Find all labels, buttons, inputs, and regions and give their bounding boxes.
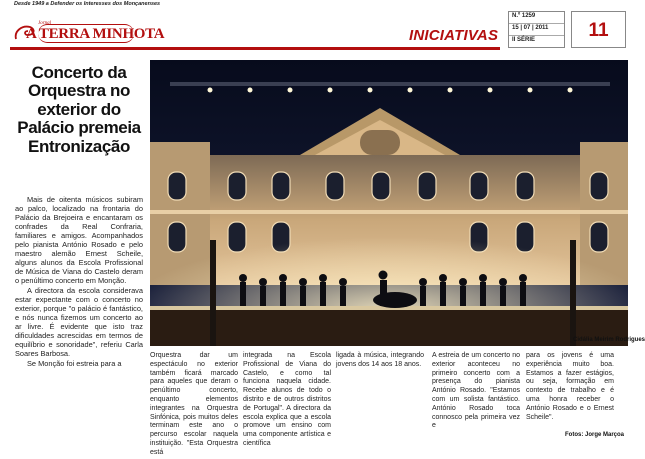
article-paragraph: Se Monção foi estreia para a	[27, 359, 122, 368]
masthead-small-label: Jornal	[38, 21, 52, 26]
article-paragraph: Mais de oitenta músicos subiram ao palco, localizado na frontaria do Palácio da Brejoeira e encantaram os confrades da Real Confraria, familiares e amigos. Acompanhados pelo pianista António Rosado e pelo maestro alemão Ernest Scheile, alguns alunos da Escola Profissional de Música de Viana do Castelo deram o penúltimo concerto em Monção.	[15, 195, 143, 285]
issue-date: 15 | 07 | 2011	[512, 25, 549, 31]
concert-photo	[150, 60, 628, 346]
header-divider	[10, 47, 500, 50]
newspaper-tagline: Desde 1949 a Defender os Interesses dos Monçanenses	[14, 1, 161, 7]
article-left-column	[15, 195, 143, 369]
info-divider	[509, 23, 564, 24]
photo-caption-author: Cidália Meirim Rodrigues	[573, 337, 645, 343]
issue-number: N.º 1259	[512, 13, 536, 19]
issue-series: II SÉRIE	[512, 37, 536, 43]
article-column	[243, 352, 331, 450]
article-column	[336, 352, 424, 371]
info-divider	[509, 35, 564, 36]
article-paragraph: integrada na Escola Profissional de Viana do Castelo, e como tal funciona naquela cidade. Recebe alunos de todo o distrito e de outros distritos de Portugal". A directora da escola explica que a escola promove um ensino com uma componente artística e científica	[243, 352, 331, 447]
article-column	[150, 352, 238, 459]
article-column	[432, 352, 520, 432]
masthead-name: A TERRA MINHOTA	[26, 26, 165, 42]
article-paragraph: Orquestra dar um espectáculo no exterior também ficará marcado para aqueles que deram o penúltimo concerto, enquanto elementos integrantes na Orquestra Sinfónica, pois muitos deles terminam este ano o percurso escolar naquela instituição. "Esta Orquestra está	[150, 352, 238, 456]
article-paragraph: ligada à música, integrando jovens dos 14 aos 18 anos.	[336, 352, 424, 368]
section-title: INICIATIVAS	[409, 27, 499, 44]
page-number: 11	[571, 11, 626, 48]
article-column	[526, 352, 614, 423]
newspaper-masthead	[12, 21, 165, 44]
article-headline: Concerto da Orquestra no exterior do Palácio premeia Entronização	[17, 63, 141, 156]
photo-credit: Fotos: Jorge Marçoa	[565, 432, 625, 438]
issue-info-box	[508, 11, 565, 48]
article-paragraph: A estreia de um concerto no exterior aconteceu no primeiro concerto com a presença do pianista António Rosado. "Estamos com um solista fantástico. António Rosado toca connosco pela primeira vez e	[432, 352, 520, 430]
article-paragraph: para os jovens é uma experiência muito boa. Estamos a fazer estágios, ou seja, formação em contexto de trabalho e é uma honra receber o António Rosado e o Ernest Scheile".	[526, 352, 614, 421]
article-paragraph: A directora da escola considerava estar expectante com o concerto no exterior, porque "o palácio é fantástico, e nós nunca fizemos um concerto ao ar livre. É evidente que isto traz dificuldades acrescidas em termos de equilíbrio e sonoridade", referiu Carla Soares Barbosa.	[15, 286, 143, 358]
